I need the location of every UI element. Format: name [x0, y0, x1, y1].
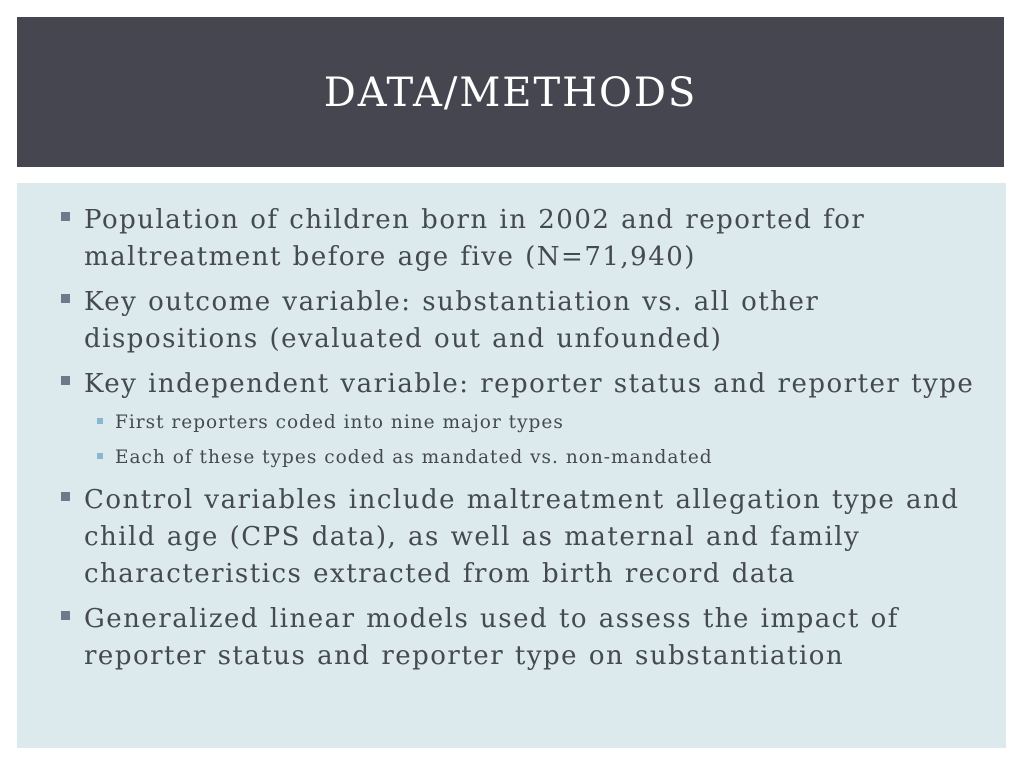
bullet-list [17, 202, 1006, 683]
subbullet-item [84, 442, 976, 474]
slide-title: DATA/METHODS [323, 70, 698, 116]
content-box [17, 183, 1006, 748]
square-bullet-icon [61, 492, 70, 501]
bullet-text: Generalized linear models used to assess the impact of reporter status and reporter type on substantiation [84, 604, 899, 671]
bullet-text: Key independent variable: reporter status and reporter type [84, 369, 975, 399]
subbullet-text: First reporters coded into nine major types [115, 412, 564, 433]
square-bullet-icon [61, 611, 70, 620]
small-square-bullet-icon [97, 453, 103, 459]
bullet-item [17, 482, 1006, 593]
subbullet-item [84, 407, 976, 439]
square-bullet-icon [61, 376, 70, 385]
bullet-text: Control variables include maltreatment allegation type and child age (CPS data), as well as maternal and family characteristics extracted from birth record data [84, 485, 960, 589]
small-square-bullet-icon [97, 418, 103, 424]
subbullet-list [84, 407, 976, 474]
bullet-item [17, 601, 1006, 675]
bullet-text: Key outcome variable: substantiation vs. all other dispositions (evaluated out and unfounded) [84, 287, 820, 354]
subbullet-text: Each of these types coded as mandated vs. non-mandated [115, 447, 713, 468]
bullet-item [17, 366, 1006, 474]
square-bullet-icon [61, 212, 70, 221]
bullet-item [17, 284, 1006, 358]
bullet-text: Population of children born in 2002 and reported for maltreatment before age five (N=71,940) [84, 205, 866, 272]
bullet-item [17, 202, 1006, 276]
square-bullet-icon [61, 294, 70, 303]
title-bar [17, 17, 1004, 167]
